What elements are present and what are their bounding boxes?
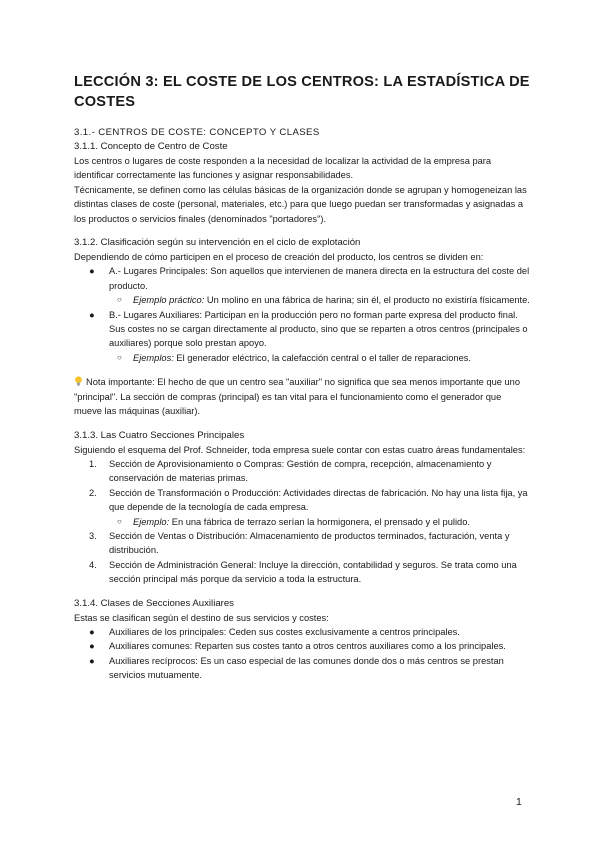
list-item-text: A.- Lugares Principales: Son aquellos que intervienen de manera directa en la estructura del coste del producto. [109,266,530,291]
document-content [74,72,530,683]
section-3-1-4-list [74,625,530,683]
important-note [74,375,530,418]
bullet-icon: ● [89,309,95,320]
example-text: El generador eléctrico, la calefacción central o el taller de reparaciones. [173,352,471,363]
list-number: 2. [89,487,97,498]
section-3-1-1-paragraph-1: Los centros o lugares de coste responden a la necesidad de localizar la actividad de la empresa para identificar correctamente las funciones y asignar responsabilidades. [74,156,492,181]
list-item [74,625,530,639]
list-item-text: B.- Lugares Auxiliares: Participan en la producción pero no forman parte expresa del producto final. Sus costes no se cargan directamente al producto, sino que se reparten a otros centros (principales o auxiliares) porque solo prestan apoyo. [109,309,528,349]
section-3-1-1-paragraph-2: Técnicamente, se definen como las células básicas de la organización donde se agrupan y homogeneizan las distintas clases de coste (personal, materiales, etc.) para que luego puedan ser transformadas y asignadas a los productos o servicios finales (denominados "portadores"). [74,184,527,224]
list-sub-item [74,515,530,529]
sub-bullet-icon: ○ [117,516,122,526]
list-item-text: Sección de Administración General: Incluye la dirección, contabilidad y seguros. Se trata como una sección principal más porque da servicio a toda la estructura. [109,559,517,585]
list-item-text: Auxiliares de los principales: Ceden sus costes exclusivamente a centros principales. [109,626,460,637]
bullet-icon: ● [89,266,95,277]
example-text: Un molino en una fábrica de harina; sin él, el producto no existiría físicamente. [204,295,530,306]
lightbulb-icon [74,376,83,386]
bullet-icon: ● [89,655,95,666]
list-item [74,486,530,515]
section-3-1-2-list [74,264,530,365]
list-sub-item [74,351,530,365]
list-item [74,654,530,683]
example-label: Ejemplo práctico: [133,295,205,306]
section-3-1-4-intro: Estas se clasifican según el destino de sus servicios y costes: [74,612,329,623]
lesson-title: LECCIÓN 3: EL COSTE DE LOS CENTROS: LA ESTADÍSTICA DE COSTES [74,74,530,110]
list-item [74,529,530,558]
bullet-icon: ● [89,641,95,652]
section-3-1-1-heading: 3.1.1. Concepto de Centro de Coste [74,141,228,152]
list-sub-item [74,293,530,307]
list-item [74,308,530,351]
sub-bullet-icon: ○ [117,352,122,362]
list-number: 4. [89,559,97,570]
example-text: En una fábrica de terrazo serían la hormigonera, el prensado y el pulido. [169,516,470,527]
sub-bullet-icon: ○ [117,295,122,305]
list-item [74,457,530,486]
list-item-text: Sección de Ventas o Distribución: Almacenamiento de productos terminados, facturación, venta y distribución. [109,530,510,556]
list-item [74,639,530,653]
list-item-text: Auxiliares comunes: Reparten sus costes tanto a otros centros auxiliares como a los principales. [109,641,506,652]
section-3-1-3-heading: 3.1.3. Las Cuatro Secciones Principales [74,429,245,441]
section-3-1-3-list [74,457,530,587]
list-number: 3. [89,530,97,541]
section-3-1-2-heading: 3.1.2. Clasificación según su intervención en el ciclo de explotación [74,237,361,249]
list-item-text: Sección de Transformación o Producción: Actividades directas de fabricación. No hay una lista fija, ya que depende de la tecnología de cada empresa. [109,487,528,513]
list-item [74,264,530,293]
page-number: 1 [516,796,522,808]
section-3-1-2-intro: Dependiendo de cómo participen en el proceso de creación del producto, los centros se dividen en: [74,252,484,263]
example-label: Ejemplos: [133,352,174,363]
bullet-icon: ● [89,626,95,637]
list-item [74,558,530,587]
list-item-text: Auxiliares recíprocos: Es un caso especial de las comunes donde dos o más centros se prestan servicios mutuamente. [109,655,504,681]
example-label: Ejemplo: [133,516,170,527]
important-note-text: Nota importante: El hecho de que un centro sea "auxiliar" no significa que sea menos importante que uno "principal". La sección de compras (principal) es tan vital para el funcionamiento como el generador que mueve las máquinas (auxiliar). [74,377,521,417]
section-3-1-heading: 3.1.- CENTROS DE COSTE: CONCEPTO Y CLASES [74,127,320,138]
section-3-1-3-intro: Siguiendo el esquema del Prof. Schneider, toda empresa suele contar con estas cuatro áreas fundamentales: [74,444,526,455]
list-item-text: Sección de Aprovisionamiento o Compras: Gestión de compra, recepción, almacenamiento y conservación de materias primas. [109,458,492,484]
section-3-1-4-heading: 3.1.4. Clases de Secciones Auxiliares [74,597,234,609]
list-number: 1. [89,458,97,469]
